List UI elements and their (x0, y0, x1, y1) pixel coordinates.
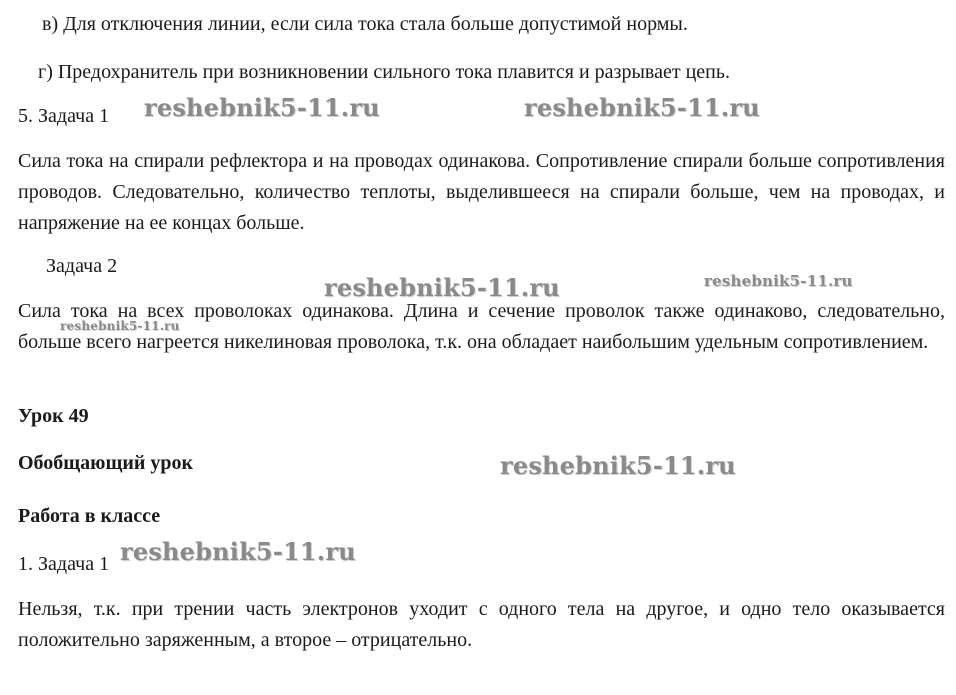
task-answer-paragraph: Сила тока на всех проволоках одинакова. Длина и сечение проволок также одинаково, следовательно, больше всего нагреется никелиновая проволока, т.к. она обладает наибольшим удельным сопротивлением. (18, 300, 945, 353)
answer-item-g: г) Предохранитель при возникновении сильного тока плавится и разрывает цепь. (38, 61, 730, 83)
watermark: reshebnik5-11.ru (500, 451, 736, 480)
watermark: reshebnik5-11.ru (324, 273, 560, 302)
answer-item-v: в) Для отключения линии, если сила тока стала больше допустимой нормы. (42, 13, 688, 35)
watermark: reshebnik5-11.ru (704, 272, 853, 290)
task-label: 1. Задача 1 (18, 553, 110, 575)
task-answer-paragraph: Нельзя, т.к. при трении часть электронов уходит с одного тела на другое, и одно тело оказывается положительно заряженным, а второе – отрицательно. (18, 598, 945, 651)
watermark: reshebnik5-11.ru (524, 93, 760, 122)
section-heading: Работа в классе (18, 505, 161, 527)
watermark: reshebnik5-11.ru (144, 93, 380, 122)
task-label: Задача 2 (46, 255, 118, 277)
task-label: 5. Задача 1 (18, 105, 110, 127)
watermark: reshebnik5-11.ru (120, 537, 356, 566)
lesson-subtitle: Обобщающий урок (18, 452, 194, 474)
task-answer-paragraph: Сила тока на спирали рефлектора и на проводах одинакова. Сопротивление спирали больше сопротивления проводов. Следовательно, количество теплоты, выделившееся на спирали больше, чем на проводах, и напряжение на ее концах больше. (18, 150, 945, 234)
lesson-title: Урок 49 (18, 405, 89, 427)
watermark: reshebnik5-11.ru (60, 319, 180, 333)
